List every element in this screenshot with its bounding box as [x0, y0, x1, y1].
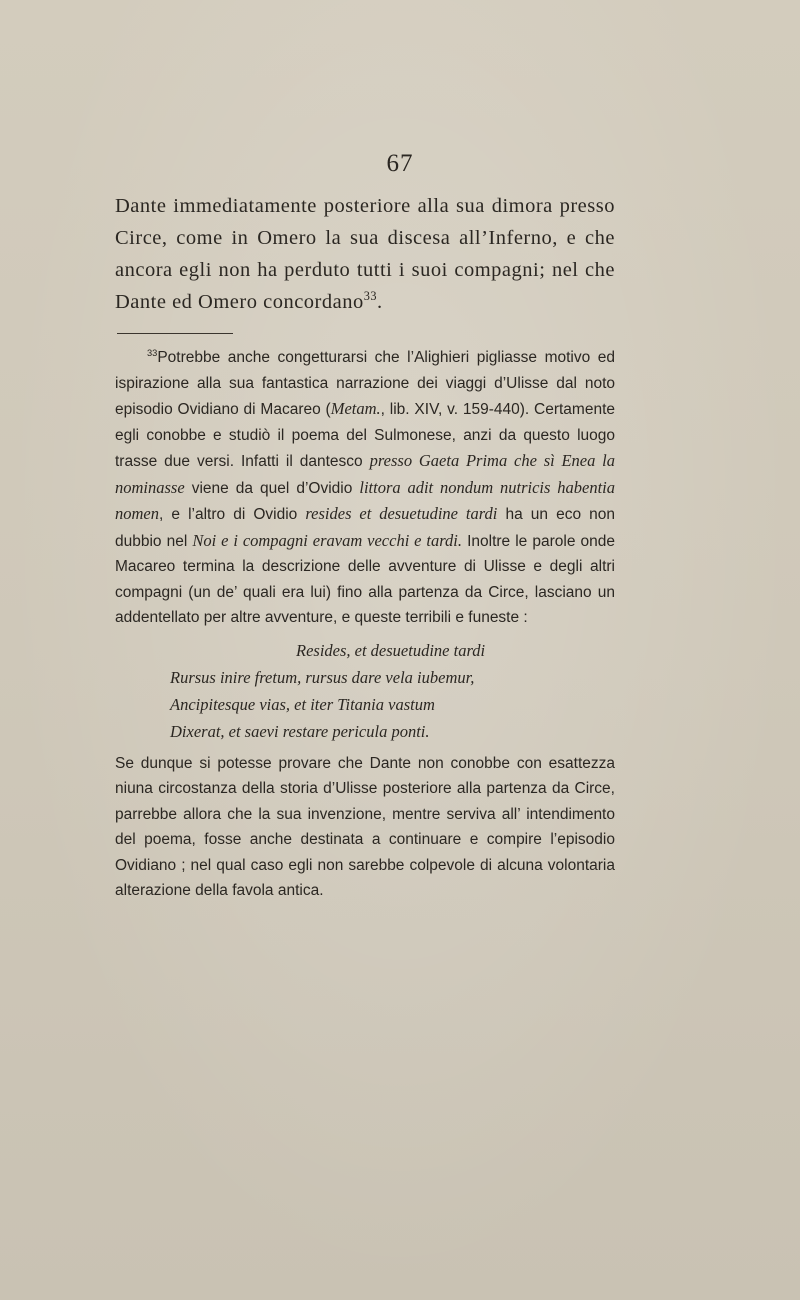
footnote	[115, 345, 615, 904]
verse-line: Resides, et desuetudine tardi	[296, 640, 486, 660]
verse-line: Rursus inire fretum, rursus dare vela iubemur,	[170, 667, 475, 687]
footnote-paragraph-2: Se dunque si potesse provare che Dante non conobbe con esattezza niuna circostanza della storia d’Ulisse posteriore alla partenza da Circe, parrebbe allora che la sua invenzione, mentre serviva all’ intendimento del poema, fosse anche destinata a continuare e compire l’episodio Ovidiano ; nel qual caso egli non sarebbe colpevole di alcuna volontaria alterazione della favola antica.	[115, 754, 615, 899]
main-text: Dante immediatamente posteriore alla sua dimora presso Circe, come in Omero la sua discesa all’Inferno, e che ancora egli non ha perduto tutti i suoi compagni; nel che Dante ed Omero concordano	[115, 195, 615, 313]
footnote-number: 33	[147, 347, 158, 358]
footnote-quote: resides et desuetudine tardi	[305, 504, 498, 523]
footnote-reference: 33	[363, 289, 378, 304]
verse-line: Ancipitesque vias, et iter Titania vastum	[170, 694, 435, 714]
verse-line: Dixerat, et saevi restare pericula ponti.	[170, 721, 430, 741]
page-number: 67	[386, 150, 414, 177]
footnote-citation: Metam.	[330, 399, 381, 418]
footnote-paragraph-1	[115, 345, 615, 631]
footnote-quote: littora adit nondum nutricis habentia nomen	[115, 477, 615, 523]
footnote-divider	[117, 333, 233, 334]
footnote-text: , e l’altro di Ovidio	[159, 506, 306, 523]
footnote-text: Potrebbe anche congetturarsi che l’Alighieri pigliasse motivo ed ispirazione alla sua fantastica narrazione dei viaggi d’Ulisse dal noto episodio Ovidiano di Macareo (	[115, 349, 615, 418]
footnote-quote: presso Gaeta Prima che sì Enea la nominasse	[115, 451, 615, 497]
footnote-text: viene da quel d’Ovidio	[184, 479, 360, 497]
footnote-text: ha un eco non dubbio nel	[115, 506, 616, 550]
footnote-text: Inoltre le parole onde Macareo termina la descrizione delle avventure di Ulisse e degli altri compagni (un de’ quali era lui) fino alla partenza da Circe, lasciano un addentellato per altre avventure, e queste terribili e funeste :	[115, 532, 616, 626]
verse-quotation	[170, 637, 615, 745]
footnote-quote: Noi e i compagni eravam vecchi e tardi.	[192, 530, 463, 550]
main-text-end: .	[377, 291, 383, 313]
main-paragraph	[115, 190, 615, 318]
footnote-text: , lib. XIV, v. 159-440). Certamente egli conobbe e studiò il poema del Sulmonese, anzi da questo luogo trasse due versi. Infatti il dantesco	[115, 401, 615, 470]
